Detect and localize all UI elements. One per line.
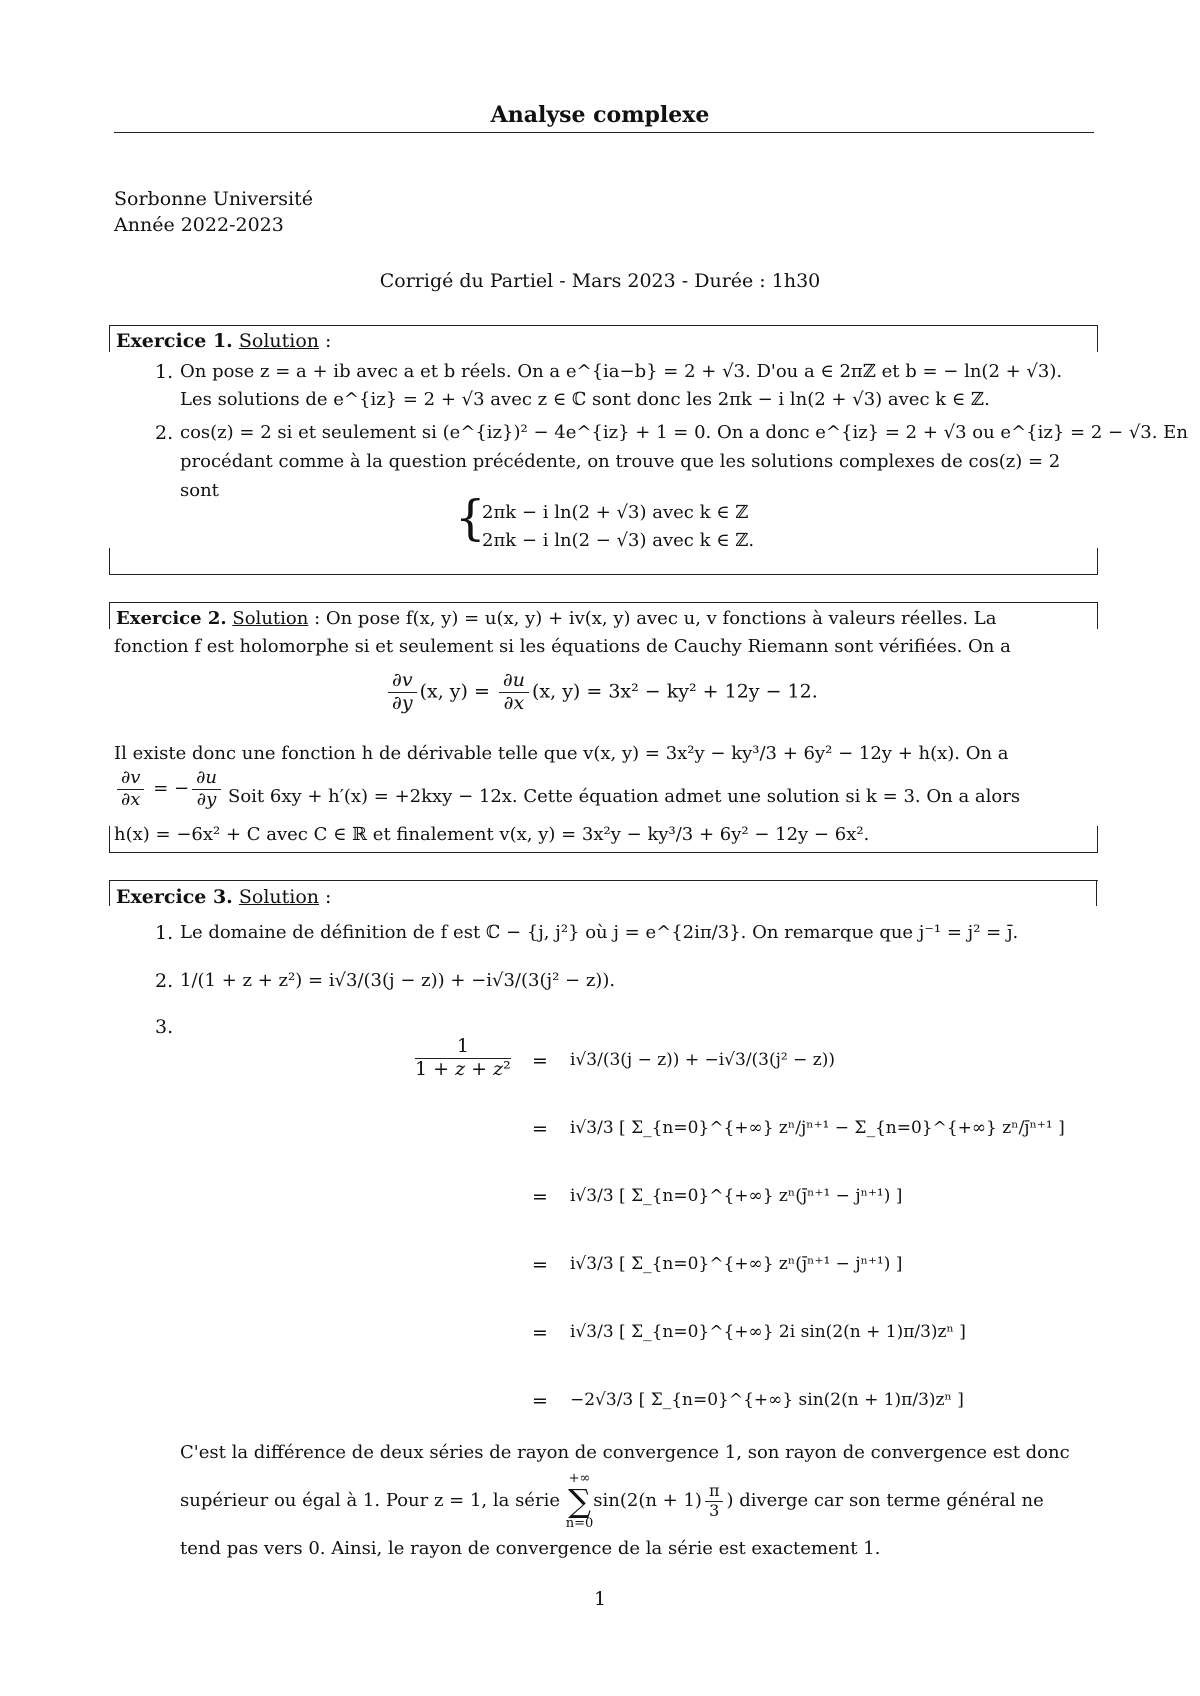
ex3-row-2: i√3/3 [ Σ_{n=0}^{+∞} zⁿ/jⁿ⁺¹ − Σ_{n=0}^{+∞} zⁿ/j̄ⁿ⁺¹ ] — [570, 1118, 1065, 1138]
exercise-3-heading: Exercice 3. Solution : — [116, 886, 332, 908]
ex3-eq-sign-3: = — [532, 1186, 548, 1208]
ex3-q1-number: 1. — [155, 922, 174, 944]
ex1-q2-number: 2. — [155, 422, 174, 444]
exercise-1-solution: Solution — [238, 330, 320, 352]
ex2-cauchy-riemann-equation: $\frac{\partial v}{\partial y}$ (x, y) = $\frac{\partial u}{\partial x}$ (x, y) = 3x² − ky² + 12y − 12. — [385, 670, 818, 715]
ex2-line4: Soit 6xy + h′(x) = +2kxy − 12x. Cette équation admet une solution si k = 3. On a alors — [228, 786, 1021, 807]
ex3-eq-sign-4: = — [532, 1254, 548, 1276]
exercise-3-left-tick — [109, 880, 110, 906]
ex1-system-brace: { — [455, 490, 486, 546]
ex3-q1-text: Le domaine de définition de f est ℂ − {j, j²} où j = e^{2iπ/3}. On remarque que j⁻¹ = j² = j̄. — [180, 922, 1019, 943]
ex3-conclusion-line1: C'est la différence de deux séries de rayon de convergence 1, son rayon de convergence est donc — [180, 1442, 1070, 1463]
ex1-q1-line1: On pose z = a + ib avec a et b réels. On a e^{ia−b} = 2 + √3. D'ou a ∈ 2πℤ et b = − ln(2 + √3). — [180, 361, 1063, 382]
institution: Sorbonne Université — [114, 188, 313, 210]
ex1-q1-number: 1. — [155, 361, 174, 383]
ex3-conclusion-line3: tend pas vers 0. Ainsi, le rayon de convergence de la série est exactement 1. — [180, 1538, 881, 1559]
ex3-q2-text: 1/(1 + z + z²) = i√3/(3(j − z)) + −i√3/(3(j² − z)). — [180, 970, 616, 991]
ex3-row-4: i√3/3 [ Σ_{n=0}^{+∞} zⁿ(j̄ⁿ⁺¹ − jⁿ⁺¹) ] — [570, 1254, 903, 1274]
ex3-lhs: $\frac{1}{\text{1 + z + z²}}$ — [415, 1035, 511, 1080]
ex3-conclusion-line2-end: ) diverge car son terme général ne — [726, 1490, 1044, 1511]
ex3-row-1: i√3/(3(j − z)) + −i√3/(3(j² − z)) — [570, 1050, 835, 1070]
exercise-3-solution: Solution — [238, 886, 320, 908]
ex3-conclusion-term: sin(2(n + 1) — [593, 1490, 702, 1511]
ex3-conclusion-line2: supérieur ou égal à 1. Pour z = 1, la série +∞ ∑ n=0sin(2(n + 1) $\frac{\pi}{3}$ ) diverge car son terme général ne — [180, 1471, 1044, 1531]
ex2-derivative-relation: $\frac{\partial v}{\partial x}$ = − $\frac{\partial u}{\partial y}$ — [114, 768, 224, 810]
ex1-q2-line3: sont — [180, 480, 219, 501]
ex2-line3: Il existe donc une fonction h de dérivable telle que v(x, y) = 3x²y − ky³/3 + 6y² − 12y + h(x). On a — [114, 743, 1009, 764]
ex3-row-6: −2√3/3 [ Σ_{n=0}^{+∞} sin(2(n + 1)π/3)zⁿ ] — [570, 1390, 964, 1410]
ex1-system-line1: 2πk − i ln(2 + √3) avec k ∈ ℤ — [482, 502, 749, 523]
exercise-3-right-tick — [1096, 880, 1097, 906]
page-title: Analyse complexe — [490, 102, 710, 128]
ex2-line1: : On pose f(x, y) = u(x, y) + iv(x, y) avec u, v fonctions à valeurs réelles. La — [314, 608, 997, 629]
ex1-system-line2: 2πk − i ln(2 − √3) avec k ∈ ℤ. — [482, 530, 755, 551]
ex3-conclusion-line2-start: supérieur ou égal à 1. Pour z = 1, la série — [180, 1490, 560, 1511]
ex3-q3-number: 3. — [155, 1016, 174, 1038]
ex1-q1-line2: Les solutions de e^{iz} = 2 + √3 avec z ∈ ℂ sont donc les 2πk − i ln(2 + √3) avec k ∈ ℤ. — [180, 389, 990, 410]
title-rule — [114, 132, 1094, 133]
ex3-eq-sign-1: = — [532, 1050, 548, 1072]
exercise-1-heading: Exercice 1. Solution : — [116, 330, 332, 352]
ex1-q2-line1: cos(z) = 2 si et seulement si (e^{iz})² − 4e^{iz} + 1 = 0. On a donc e^{iz} = 2 + √3 ou e^{iz} = 2 − √3. En — [180, 422, 1188, 443]
ex3-eq-sign-5: = — [532, 1322, 548, 1344]
ex3-row-5: i√3/3 [ Σ_{n=0}^{+∞} 2i sin(2(n + 1)π/3)zⁿ ] — [570, 1322, 966, 1342]
page-number: 1 — [593, 1588, 607, 1610]
ex3-q2-number: 2. — [155, 970, 174, 992]
exercise-3-top-rule — [109, 880, 1098, 881]
ex2-equation-rhs: (x, y) = 3x² − ky² + 12y − 12. — [531, 680, 818, 703]
academic-year: Année 2022-2023 — [114, 214, 284, 236]
exercise-2-solution: Solution — [232, 608, 309, 629]
ex3-eq-sign-6: = — [532, 1390, 548, 1412]
exercise-3-label: Exercice 3. — [116, 886, 233, 908]
ex3-eq-sign-2: = — [532, 1118, 548, 1140]
exercise-1-label: Exercice 1. — [116, 330, 233, 352]
ex2-line5: h(x) = −6x² + C avec C ∈ ℝ et finalement v(x, y) = 3x²y − ky³/3 + 6y² − 12y − 6x². — [114, 824, 870, 845]
ex3-row-3: i√3/3 [ Σ_{n=0}^{+∞} zⁿ(j̄ⁿ⁺¹ − jⁿ⁺¹) ] — [570, 1186, 903, 1206]
ex2-line2: fonction f est holomorphe si et seulement si les équations de Cauchy Riemann sont vérifiées. On a — [114, 636, 1011, 657]
sum-symbol: +∞ ∑ n=0 — [565, 1471, 594, 1531]
exam-subtitle: Corrigé du Partiel - Mars 2023 - Durée : 1h30 — [379, 270, 821, 292]
ex1-q2-line2: procédant comme à la question précédente, on trouve que les solutions complexes de cos(z) = 2 — [180, 451, 1061, 472]
exercise-2-heading — [116, 608, 996, 629]
exercise-2-label: Exercice 2. — [116, 608, 227, 629]
